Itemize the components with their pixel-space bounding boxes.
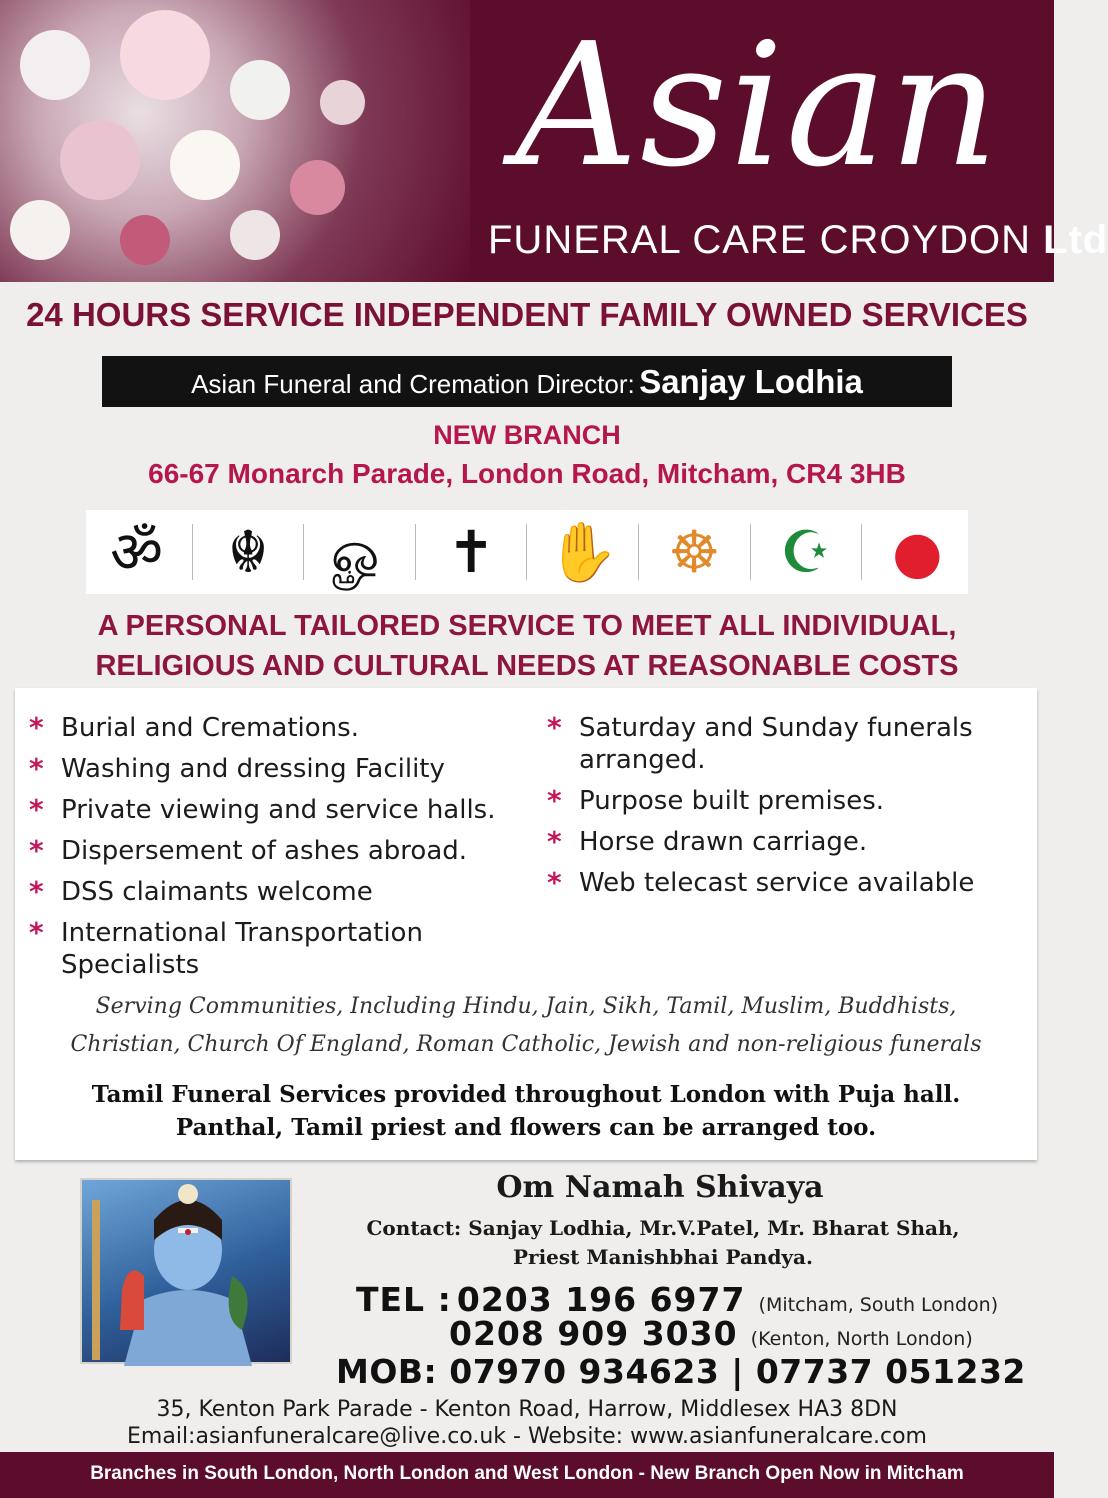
bullet-icon: * (29, 916, 44, 949)
bullet-icon: * (29, 711, 44, 744)
bullet-icon: * (29, 834, 44, 867)
brand-subtitle-suffix: Ltd (1043, 218, 1108, 262)
service-text: Saturday and Sunday funerals arranged. (579, 713, 973, 775)
cross-icon: ✝ (446, 518, 496, 586)
service-text: Burial and Cremations. (61, 713, 359, 743)
tamil-line2: Panthal, Tamil priest and flowers can be arranged too. (175, 1114, 877, 1141)
director-label: Asian Funeral and Cremation Director: (191, 369, 635, 399)
bullet-icon: * (547, 711, 562, 744)
postal-address: 35, Kenton Park Parade - Kenton Road, Harrow, Middlesex HA3 8DN (156, 1397, 898, 1422)
contact-names (310, 1214, 1016, 1272)
services-left-column (29, 712, 539, 990)
bullet-icon: * (547, 866, 562, 899)
list-item (547, 785, 1027, 817)
list-item (547, 826, 1027, 858)
service-text: International Transportation Specialists (61, 918, 423, 980)
mobile-numbers[interactable]: MOB: 07970 934623 | 07737 051232 (336, 1352, 1026, 1391)
list-item (29, 794, 539, 826)
address-block (0, 1396, 1054, 1450)
divider (638, 524, 639, 580)
crescent-star-icon: ☪ (779, 518, 832, 586)
personal-service-heading (0, 606, 1054, 686)
khanda-icon: ☬ (227, 518, 269, 586)
personal-service-line2: RELIGIOUS AND CULTURAL NEEDS AT REASONABLE COSTS (95, 650, 959, 682)
list-item (29, 753, 539, 785)
divider (750, 524, 751, 580)
bullet-icon: * (29, 875, 44, 908)
service-text: Purpose built premises. (579, 786, 885, 816)
director-bar (102, 356, 952, 407)
tel-number-1[interactable]: 0203 196 6977 (456, 1280, 746, 1319)
service-text: Washing and dressing Facility (61, 754, 445, 784)
director-name: Sanjay Lodhia (639, 363, 863, 400)
serving-communities (15, 988, 1037, 1064)
divider (415, 524, 416, 580)
flowers-image (0, 0, 470, 282)
shiva-illustration (82, 1180, 294, 1366)
contact-line2: Priest Manishbhai Pandya. (513, 1245, 813, 1269)
divider (861, 524, 862, 580)
tel-label: TEL : (356, 1280, 452, 1319)
service-text: Private viewing and service halls. (61, 795, 496, 825)
list-item (29, 835, 539, 867)
bullet-icon: * (29, 793, 44, 826)
service-text: Dispersement of ashes abroad. (61, 836, 468, 866)
tagline: 24 HOURS SERVICE INDEPENDENT FAMILY OWNED SERVICES (26, 296, 1028, 333)
tamil-line1: Tamil Funeral Services provided throughout London with Puja hall. (91, 1081, 961, 1108)
tamil-services (15, 1078, 1037, 1144)
brand-subtitle-main: FUNERAL CARE CROYDON (488, 218, 1032, 262)
header-banner (0, 0, 1108, 282)
brand-logo: Asian (515, 7, 1001, 205)
divider (526, 524, 527, 580)
divider (303, 524, 304, 580)
list-item (547, 867, 1027, 899)
dharma-wheel-icon: ☸ (668, 518, 721, 586)
service-text: Horse drawn carriage. (579, 827, 868, 857)
service-text: DSS claimants welcome (61, 877, 373, 907)
service-text: Web telecast service available (579, 868, 975, 898)
footer-banner: Branches in South London, North London and West London - New Branch Open Now in Mitcham (0, 1452, 1054, 1498)
bullet-icon: * (547, 784, 562, 817)
brand-subtitle (488, 212, 1108, 268)
religious-symbols-strip (86, 510, 968, 594)
tilak-icon: ● (892, 518, 943, 586)
bullet-icon: * (29, 752, 44, 785)
blessing-text: Om Namah Shivaya (496, 1170, 824, 1205)
serving-line1: Serving Communities, Including Hindu, Jain, Sikh, Tamil, Muslim, Buddhists, (95, 994, 957, 1019)
bullet-icon: * (547, 825, 562, 858)
tamil-om-icon: ௐ (330, 518, 389, 586)
serving-line2: Christian, Church Of England, Roman Catholic, Jewish and non-religious funerals (70, 1032, 982, 1057)
list-item (29, 876, 539, 908)
shiva-image (80, 1178, 292, 1364)
list-item (29, 917, 469, 981)
services-panel (15, 688, 1037, 1160)
list-item (29, 712, 539, 744)
new-branch-address: 66-67 Monarch Parade, London Road, Mitcham, CR4 3HB (148, 458, 906, 489)
services-right-column (547, 712, 1027, 908)
email-website[interactable]: Email:asianfuneralcare@live.co.uk - Website: www.asianfuneralcare.com (127, 1424, 927, 1449)
list-item (547, 712, 1017, 776)
jain-hand-icon: ✋ (546, 518, 619, 586)
tel-number-2[interactable]: 0208 909 3030 (449, 1314, 738, 1353)
tel-location-1: (Mitcham, South London) (758, 1294, 999, 1316)
telephone-2 (449, 1314, 1049, 1353)
personal-service-line1: A PERSONAL TAILORED SERVICE TO MEET ALL INDIVIDUAL, (97, 610, 957, 642)
contact-line1: Contact: Sanjay Lodhia, Mr.V.Patel, Mr. Bharat Shah, (366, 1216, 960, 1240)
new-branch-heading: NEW BRANCH (433, 420, 621, 450)
divider (192, 524, 193, 580)
om-icon: ॐ (110, 518, 164, 586)
tel-location-2: (Kenton, North London) (750, 1328, 973, 1350)
